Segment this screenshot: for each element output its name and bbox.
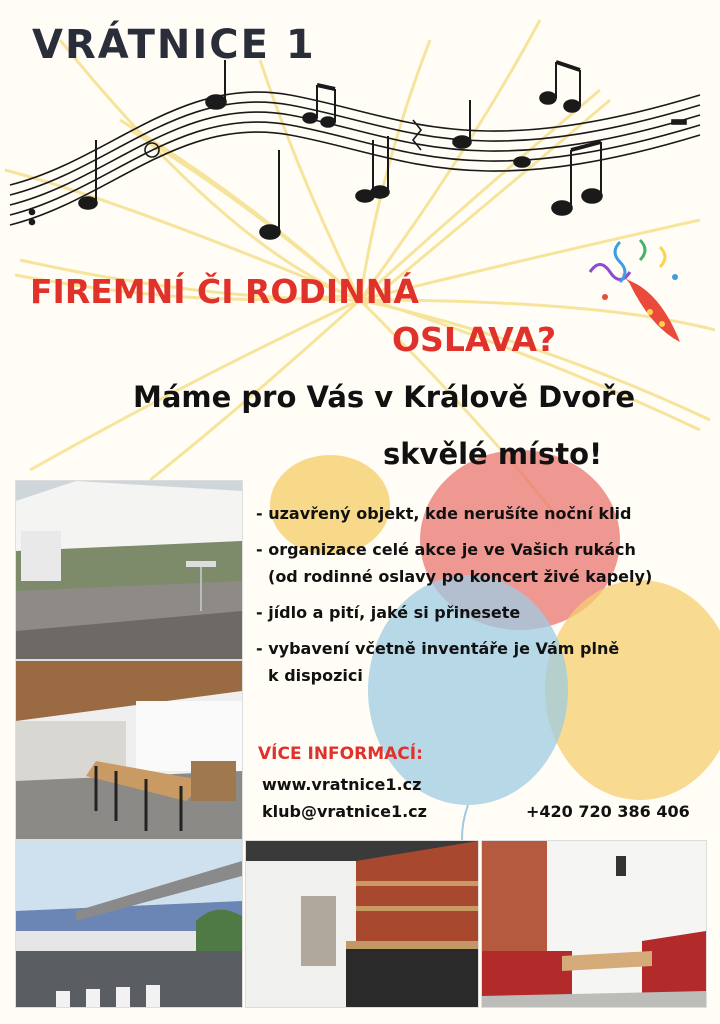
brand-title: VRÁTNICE 1 [32, 22, 316, 68]
feature-item: - organizace celé akce je ve Vašich rukách [256, 540, 636, 559]
feature-list [256, 500, 652, 689]
photo-bar-kitchen [245, 840, 479, 1008]
feature-item: - vybavení včetně inventáře je Vám plně [256, 639, 620, 658]
subheadline-line-1: Máme pro Vás v Králově Dvoře [133, 380, 636, 414]
phone-number[interactable]: +420 720 386 406 [526, 802, 690, 821]
headline-line-1: FIREMNÍ ČI RODINNÁ [30, 272, 419, 311]
email-link[interactable]: klub@vratnice1.cz [262, 802, 427, 821]
subheadline-line-2: skvělé místo! [383, 437, 603, 471]
party-popper-icon [580, 232, 700, 362]
photo-lounge-sofas [481, 840, 707, 1008]
feature-item: - jídlo a pití, jaké si přinesete [256, 603, 521, 622]
feature-item-continuation: (od rodinné oslavy po koncert živé kapely) [268, 567, 653, 586]
photo-street-building [15, 840, 243, 1008]
contact-title: VÍCE INFORMACÍ: [258, 744, 423, 764]
feature-item-continuation: k dispozici [268, 666, 363, 685]
headline-line-2: OSLAVA? [392, 320, 557, 359]
website-link[interactable]: www.vratnice1.cz [262, 775, 422, 794]
music-staff-icon [10, 60, 700, 239]
photo-terrace-tent [15, 480, 243, 660]
photo-hall-tables [15, 660, 243, 840]
feature-item: - uzavřený objekt, kde nerušíte noční klid [256, 504, 632, 523]
